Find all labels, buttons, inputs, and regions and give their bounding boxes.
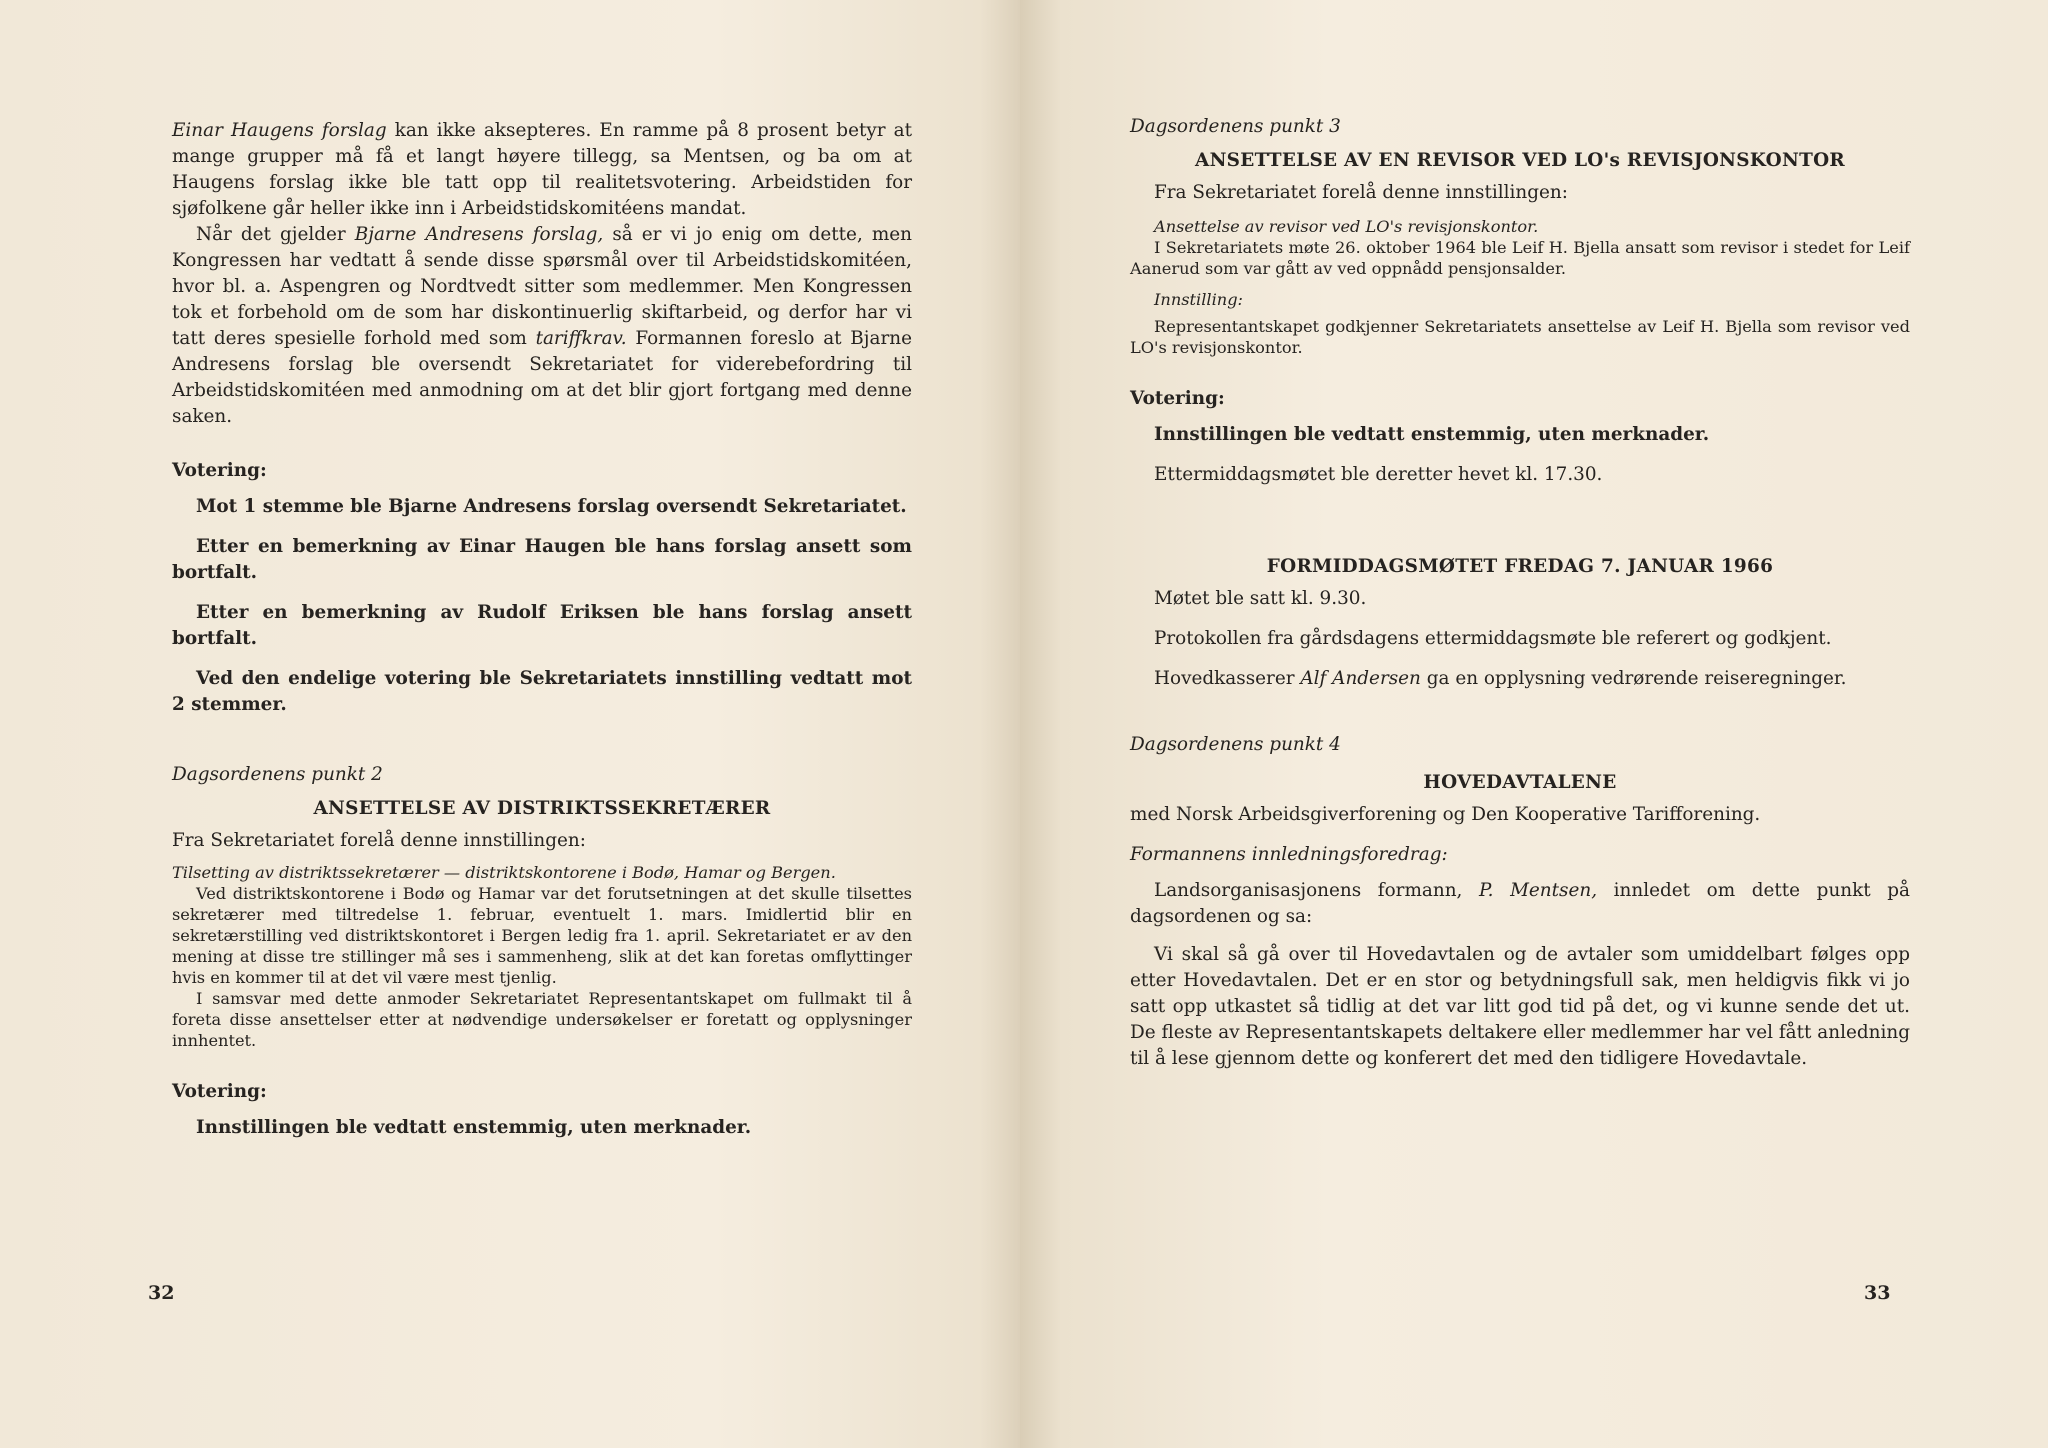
- vote-result: Innstillingen ble vedtatt enstemmig, uten merknader.: [196, 1117, 752, 1138]
- text: så er vi jo enig om dette, men Kongressen har vedtatt å sende disse spørsmål over til Arbeidstidskomitéen, hvor bl. a. Aspengren og Nordtvedt sitter som medlemmer. Men Kongressen tok et forbehold om de som har diskontinuerlig skiftarbeid, og derfor har vi tatt deres spesielle forhold med som: [172, 224, 913, 349]
- text: innledet om dette punkt på dagsordenen og sa:: [1130, 880, 1910, 927]
- treasurer-text: [1130, 666, 1910, 692]
- section-heading: HOVEDAVTALENE: [1423, 772, 1617, 793]
- proposal-body: I samsvar med dette anmoder Sekretariatet Representantskapet om fullmakt til å foreta disse ansettelser etter at nødvendige undersøkelser er foretatt og opplysninger innhentet.: [172, 989, 912, 1050]
- right-page: [1020, 0, 2048, 1448]
- text: ga en opplysning vedrørende reiseregninger.: [1420, 668, 1847, 689]
- text: Når det gjelder: [196, 224, 355, 245]
- page-number: 32: [148, 1282, 175, 1304]
- paragraph-haugen: [172, 118, 912, 222]
- vote-result: Etter en bemerkning av Rudolf Eriksen ble hans forslag ansett bortfalt.: [172, 602, 912, 649]
- text: Formannen foreslo at Bjarne Andresens forslag ble oversendt Sekretariatet for viderebefordring til Arbeidstidskomitéen med anmodning om at det blir gjort fortgang med denne saken.: [172, 328, 912, 427]
- left-column: [172, 118, 912, 1155]
- agenda-point-label: Dagsordenens punkt 4: [1130, 734, 1341, 755]
- emphasis: Einar Haugens forslag: [172, 120, 387, 141]
- emphasis: P. Mentsen,: [1479, 880, 1598, 901]
- section-heading: ANSETTELSE AV DISTRIKTSSEKRETÆRER: [313, 798, 771, 819]
- proposal-subtitle: Ansettelse av revisor ved LO's revisjonskontor.: [1154, 217, 1539, 236]
- votering-label: Votering:: [172, 1081, 267, 1102]
- left-page: [0, 0, 1020, 1448]
- agenda-point-label: Dagsordenens punkt 3: [1130, 116, 1341, 137]
- innstilling-text: Representantskapet godkjenner Sekretariatets ansettelse av Leif H. Bjella som revisor ved LO's revisjonskontor.: [1130, 317, 1910, 357]
- text: kan ikke aksepteres. En ramme på 8 prosent betyr at mange grupper må få et langt høyere tillegg, sa Mentsen, og ba om at Haugens forslag ikke ble tatt opp til realitetsvotering. Arbeidstiden for sjøfolkene går heller ikke inn i Arbeidstidskomitéens mandat.: [172, 120, 912, 219]
- vote-result: Etter en bemerkning av Einar Haugen ble hans forslag ansett som bortfalt.: [172, 536, 912, 583]
- emphasis: tariffkrav.: [535, 328, 627, 349]
- vote-result: Ved den endelige votering ble Sekretariatets innstilling vedtatt mot 2 stemmer.: [172, 668, 912, 715]
- paragraph-andresen: [172, 222, 912, 430]
- intro-text: Fra Sekretariatet forelå denne innstillingen:: [1154, 182, 1568, 203]
- chair-intro: [1130, 878, 1910, 930]
- proposal-subtitle: Tilsetting av distriktssekretærer — distriktskontorene i Bodø, Hamar og Bergen.: [172, 863, 836, 882]
- proposal-body: Ved distriktskontorene i Bodø og Hamar var det forutsetningen at det skulle tilsettes sekretærer med tiltredelse 1. februar, eventuelt 1. mars. Imidlertid blir en sekretærstilling ved distriktskontoret i Bergen ledig fra 1. april. Sekretariatet er av den mening at disse tre stillinger må ses i sammenheng, slik at det kan foretas omflyttinger hvis en kommer til at det vil være mest tjenlig.: [172, 884, 912, 987]
- section-heading: ANSETTELSE AV EN REVISOR VED LO's REVISJONSKONTOR: [1195, 150, 1845, 171]
- speech-text: Vi skal så gå over til Hovedavtalen og de avtaler som umiddelbart følges opp etter Hovedavtalen. Det er en stor og betydningsfull sak, men heldigvis fikk vi jo satt opp utkastet så tidlig at det var litt god tid på det, og vi kunne sende det ut. De fleste av Representantskapets deltakere eller medlemmer har vel fått anledning til å lese gjennom dette og konferert det med den tidligere Hovedavtale.: [1130, 944, 1910, 1069]
- speech-label: Formannens innledningsforedrag:: [1130, 844, 1448, 865]
- votering-label: Votering:: [1130, 388, 1225, 409]
- right-column: [1130, 114, 1910, 1072]
- text: Landsorganisasjonens formann,: [1154, 880, 1479, 901]
- vote-result: Innstillingen ble vedtatt enstemmig, uten merknader.: [1154, 424, 1710, 445]
- agreement-parties: med Norsk Arbeidsgiverforening og Den Kooperative Tarifforening.: [1130, 804, 1761, 825]
- innstilling-label: Innstilling:: [1154, 290, 1244, 309]
- intro-text: Fra Sekretariatet forelå denne innstillingen:: [172, 830, 586, 851]
- votering-label: Votering:: [172, 460, 267, 481]
- protocol-text: Protokollen fra gårdsdagens ettermiddagsmøte ble referert og godkjent.: [1154, 628, 1832, 649]
- page-number: 33: [1864, 1282, 1891, 1304]
- agenda-point-label: Dagsordenens punkt 2: [172, 764, 383, 785]
- meeting-opened: Møtet ble satt kl. 9.30.: [1154, 588, 1367, 609]
- session-heading: FORMIDDAGSMØTET FREDAG 7. JANUAR 1966: [1266, 556, 1774, 577]
- text: Hovedkasserer: [1154, 668, 1301, 689]
- proposal-body: I Sekretariatets møte 26. oktober 1964 ble Leif H. Bjella ansatt som revisor i stedet for Leif Aanerud som var gått av ved oppnådd pensjonsalder.: [1130, 238, 1910, 278]
- meeting-adjourned: Ettermiddagsmøtet ble deretter hevet kl. 17.30.: [1154, 464, 1603, 485]
- vote-result: Mot 1 stemme ble Bjarne Andresens forslag oversendt Sekretariatet.: [196, 496, 907, 517]
- emphasis: Alf Andersen: [1300, 668, 1421, 689]
- emphasis: Bjarne Andresens forslag,: [354, 224, 604, 245]
